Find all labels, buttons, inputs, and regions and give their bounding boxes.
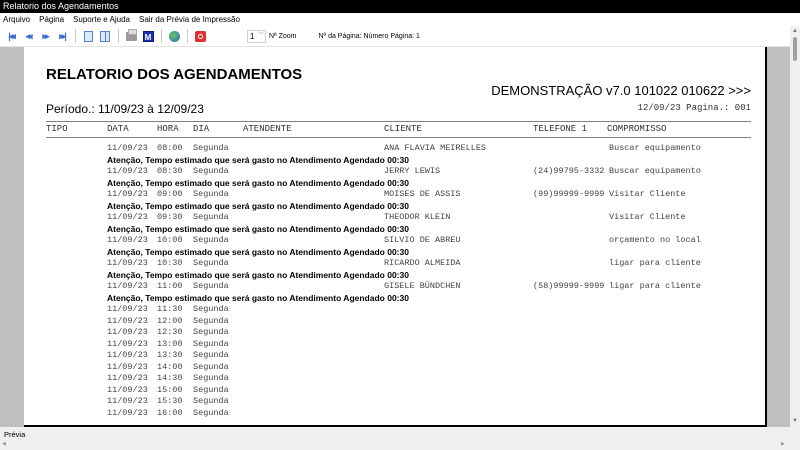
report-page: [24, 47, 767, 427]
time-estimate-warning: Atenção, Tempo estimado que será gasto no Atendimento Agendado 00:30: [107, 292, 409, 303]
demo-version-label: DEMONSTRAÇÃO v7.0 101022 010622 >>>: [491, 83, 751, 98]
menu-sair-previa[interactable]: Sair da Prévia de Impressão: [138, 15, 240, 24]
stop-icon: [195, 31, 206, 42]
cell-data: 11/09/23: [107, 315, 148, 326]
time-estimate-warning: Atenção, Tempo estimado que será gasto no Atendimento Agendado 00:30: [107, 223, 409, 234]
table-row: [46, 189, 751, 200]
cell-telefone: (58)99999-9999: [533, 281, 605, 291]
status-bar: [0, 427, 800, 450]
menu-bar: [0, 13, 800, 26]
cell-compromisso: orçamento no local: [609, 235, 701, 245]
cell-data: 11/09/23: [107, 350, 148, 360]
cell-hora: 15:00: [157, 384, 183, 395]
toolbar-separator: [161, 29, 162, 43]
prev-page-icon: ◂◂: [25, 30, 31, 41]
cell-data: 11/09/23: [107, 407, 148, 418]
single-page-icon: [84, 31, 93, 42]
cell-dia: Segunda: [193, 373, 229, 383]
table-row: [46, 408, 751, 419]
cell-data: 11/09/23: [107, 361, 148, 372]
cell-compromisso: Visitar Cliente: [609, 212, 686, 222]
cell-dia: Segunda: [193, 304, 229, 314]
zoom-value: 1: [250, 31, 255, 41]
cell-compromisso: ligar para cliente: [609, 258, 701, 268]
cell-dia: Segunda: [193, 189, 229, 199]
cell-dia: Segunda: [193, 143, 229, 153]
report-title: RELATORIO DOS AGENDAMENTOS: [46, 66, 303, 83]
cell-hora: 08:00: [157, 143, 183, 153]
cell-dia: Segunda: [193, 396, 229, 406]
cell-telefone: (24)99795-3332: [533, 166, 605, 176]
cell-dia: Segunda: [193, 212, 229, 222]
cell-cliente: SILVIO DE ABREU: [384, 235, 461, 245]
cell-data: 11/09/23: [107, 189, 148, 199]
cell-data: 11/09/23: [107, 143, 148, 153]
cell-hora: 09:30: [157, 212, 183, 222]
table-row: [46, 362, 751, 373]
cell-hora: 14:30: [157, 373, 183, 383]
col-tipo: TIPO: [46, 124, 68, 134]
cell-data: 11/09/23: [107, 396, 148, 406]
time-estimate-warning: Atenção, Tempo estimado que será gasto no Atendimento Agendado 00:30: [107, 269, 409, 280]
cell-hora: 12:00: [157, 315, 183, 326]
header-rule-top: [46, 121, 751, 122]
cell-data: 11/09/23: [107, 338, 148, 349]
time-estimate-warning: Atenção, Tempo estimado que será gasto no Atendimento Agendado 00:30: [107, 200, 409, 211]
cell-compromisso: ligar para cliente: [609, 281, 701, 291]
zoom-select[interactable]: [247, 30, 266, 43]
two-pages-icon: [100, 31, 110, 42]
cell-dia: Segunda: [193, 350, 229, 360]
cell-hora: 13:30: [157, 350, 183, 360]
cell-dia: Segunda: [193, 281, 229, 291]
cell-compromisso: Buscar equipamento: [609, 166, 701, 176]
scroll-right-icon[interactable]: ▶: [781, 441, 785, 447]
table-row: [46, 350, 751, 361]
col-atendente: ATENDENTE: [243, 124, 292, 134]
cell-compromisso: Buscar equipamento: [609, 143, 701, 153]
two-pages-button[interactable]: [98, 29, 112, 43]
cell-compromisso: Visitar Cliente: [609, 189, 686, 199]
vertical-scrollbar[interactable]: [790, 26, 800, 427]
print-setup-button[interactable]: [141, 29, 155, 43]
cell-cliente: RICARDO ALMEIDA: [384, 258, 461, 268]
cell-data: 11/09/23: [107, 166, 148, 176]
cell-hora: 13:00: [157, 338, 183, 349]
zoom-label: Nª Zoom: [269, 32, 297, 40]
first-page-button[interactable]: [4, 29, 18, 43]
cell-hora: 11:00: [157, 281, 183, 291]
prev-page-button[interactable]: [21, 29, 35, 43]
globe-icon: [169, 31, 180, 42]
scroll-up-icon[interactable]: ▲: [792, 28, 798, 34]
cell-cliente: GISELE BÜNDCHEN: [384, 281, 461, 291]
cell-data: 11/09/23: [107, 235, 148, 245]
report-period: Período.: 11/09/23 à 12/09/23: [46, 102, 204, 116]
table-row: [46, 281, 751, 292]
table-row: [46, 212, 751, 223]
first-page-icon: |◂◂: [8, 30, 14, 41]
cell-dia: Segunda: [193, 384, 229, 395]
cell-hora: 14:00: [157, 361, 183, 372]
col-telefone: TELEFONE 1: [533, 124, 588, 134]
col-data: DATA: [107, 124, 129, 134]
cell-hora: 09:00: [157, 189, 183, 199]
cell-cliente: JERRY LEWIS: [384, 166, 441, 176]
next-page-button[interactable]: [38, 29, 52, 43]
page-number-info: Nª da Página: Número Página: 1: [318, 32, 420, 40]
export-button[interactable]: [167, 29, 181, 43]
last-page-icon: ▸▸|: [59, 30, 65, 41]
table-row: [46, 385, 751, 396]
table-row: [46, 166, 751, 177]
table-row: [46, 373, 751, 384]
print-button[interactable]: [124, 29, 138, 43]
cell-data: 11/09/23: [107, 327, 148, 337]
printer-icon: [126, 32, 137, 41]
table-row: [46, 339, 751, 350]
single-page-button[interactable]: [81, 29, 95, 43]
cell-dia: Segunda: [193, 327, 229, 337]
menu-pagina[interactable]: Página: [39, 15, 65, 24]
print-setup-icon: M: [143, 31, 154, 42]
menu-arquivo[interactable]: Arquivo: [3, 15, 31, 24]
toolbar-separator: [75, 29, 76, 43]
toolbar-separator: [118, 29, 119, 43]
print-preview-area: [0, 47, 790, 427]
cell-dia: Segunda: [193, 338, 229, 349]
scroll-left-icon[interactable]: ◀: [2, 441, 6, 447]
report-date-page: 12/09/23 Pagina.: 001: [637, 103, 751, 113]
time-estimate-warning: Atenção, Tempo estimado que será gasto no Atendimento Agendado 00:30: [107, 154, 409, 165]
cell-dia: Segunda: [193, 361, 229, 372]
col-dia: DIA: [193, 124, 210, 134]
cell-hora: 08:30: [157, 166, 183, 176]
cell-data: 11/09/23: [107, 384, 148, 395]
cell-cliente: MOISES DE ASSIS: [384, 189, 461, 199]
col-hora: HORA: [157, 124, 179, 134]
scroll-down-icon[interactable]: ▼: [792, 418, 798, 424]
cell-data: 11/09/23: [107, 281, 148, 291]
window-title: Relatorio dos Agendamentos: [3, 1, 119, 11]
table-row: [46, 396, 751, 407]
cell-data: 11/09/23: [107, 212, 148, 222]
cell-hora: 11:30: [157, 304, 183, 314]
cell-cliente: THEODOR KLEIN: [384, 212, 451, 222]
chevron-down-icon: ﹀: [257, 32, 264, 39]
table-row: [46, 258, 751, 269]
table-row: [46, 304, 751, 315]
col-compromisso: COMPROMISSO: [607, 124, 667, 134]
cell-dia: Segunda: [193, 315, 229, 326]
header-rule-bottom: [46, 137, 751, 138]
cell-telefone: (99)99999-9999: [533, 189, 605, 199]
time-estimate-warning: Atenção, Tempo estimado que será gasto no Atendimento Agendado 00:30: [107, 246, 409, 257]
window-title-bar: [0, 0, 800, 13]
scroll-thumb[interactable]: [793, 37, 797, 61]
toolbar: [0, 26, 790, 47]
table-row: [46, 316, 751, 327]
toolbar-separator: [187, 29, 188, 43]
table-row: [46, 327, 751, 338]
table-row: [46, 235, 751, 246]
time-estimate-warning: Atenção, Tempo estimado que será gasto no Atendimento Agendado 00:30: [107, 177, 409, 188]
table-row: [46, 143, 751, 154]
cell-hora: 15:30: [157, 396, 183, 406]
last-page-button[interactable]: [55, 29, 69, 43]
next-page-icon: ▸▸: [42, 30, 48, 41]
cell-cliente: ANA FLAVIA MEIRELLES: [384, 143, 487, 153]
cell-data: 11/09/23: [107, 258, 148, 268]
cell-dia: Segunda: [193, 407, 229, 418]
menu-suporte-ajuda[interactable]: Suporte e Ajuda: [73, 15, 130, 24]
close-preview-button[interactable]: [193, 29, 207, 43]
cell-data: 11/09/23: [107, 304, 148, 314]
cell-hora: 16:00: [157, 407, 183, 418]
cell-data: 11/09/23: [107, 373, 148, 383]
cell-hora: 10:30: [157, 258, 183, 268]
cell-dia: Segunda: [193, 166, 229, 176]
cell-dia: Segunda: [193, 235, 229, 245]
status-label: Prévia: [4, 430, 26, 439]
cell-hora: 12:30: [157, 327, 183, 337]
col-cliente: CLIENTE: [384, 124, 422, 134]
cell-dia: Segunda: [193, 258, 229, 268]
cell-hora: 10:00: [157, 235, 183, 245]
